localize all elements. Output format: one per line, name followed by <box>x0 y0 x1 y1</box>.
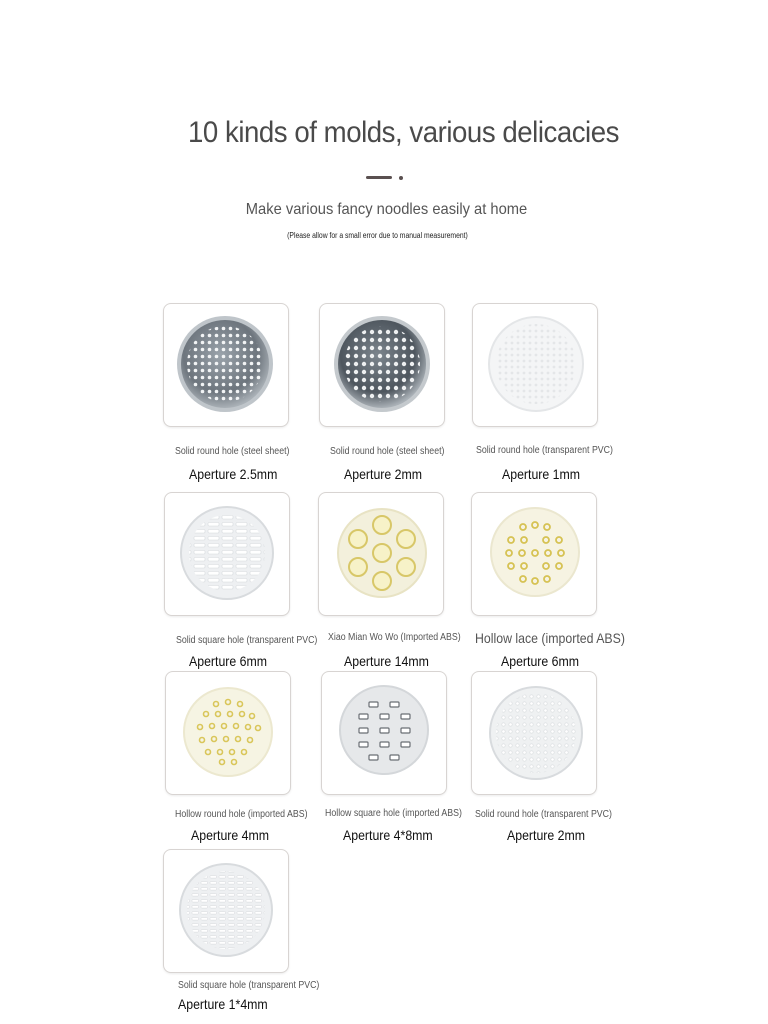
mold-card-7[interactable] <box>165 671 291 795</box>
yellow-ring-disc-icon <box>319 493 443 615</box>
mold-aperture: Aperture 2.5mm <box>189 466 278 482</box>
mold-card-4[interactable] <box>164 492 290 616</box>
mold-label: Hollow round hole (imported ABS) <box>175 809 308 820</box>
mold-card-1[interactable] <box>163 303 289 427</box>
mold-aperture: Aperture 4*8mm <box>343 827 433 843</box>
mold-aperture: Aperture 6mm <box>189 653 268 669</box>
mold-card-3[interactable] <box>472 303 598 427</box>
mold-label: Solid round hole (steel sheet) <box>330 446 445 457</box>
mold-card-9[interactable] <box>471 671 597 795</box>
mold-aperture: Aperture 14mm <box>344 653 429 669</box>
mold-label: Hollow lace (imported ABS) <box>475 630 625 646</box>
mold-label: Solid round hole (transparent PVC) <box>475 809 612 820</box>
mold-aperture: Aperture 1*4mm <box>178 996 268 1012</box>
clear-disc-icon <box>472 672 596 794</box>
mold-aperture: Aperture 6mm <box>501 653 580 669</box>
mold-aperture: Aperture 1mm <box>502 466 581 482</box>
measurement-note: (Please allow for a small error due to manual measurement) <box>287 231 468 240</box>
yellow-hollow-disc-icon <box>472 493 596 615</box>
steel-disc-icon <box>320 304 444 426</box>
page-subtitle: Make various fancy noodles easily at home <box>245 201 528 218</box>
clear-slot-disc-icon <box>164 850 288 972</box>
mold-label: Solid square hole (transparent PVC) <box>178 980 320 991</box>
grey-square-hole-disc-icon <box>322 672 446 794</box>
mold-label: Solid round hole (steel sheet) <box>175 446 290 457</box>
mold-label: Solid round hole (transparent PVC) <box>476 445 613 456</box>
steel-disc-icon <box>164 304 288 426</box>
mold-card-8[interactable] <box>321 671 447 795</box>
mold-label: Hollow square hole (imported ABS) <box>325 808 462 819</box>
mold-label: Xiao Mian Wo Wo (Imported ABS) <box>328 632 461 643</box>
page-title: 10 kinds of molds, various delicacies <box>188 116 619 149</box>
clear-slot-disc-icon <box>165 493 289 615</box>
mold-card-6[interactable] <box>471 492 597 616</box>
title-divider <box>366 176 392 179</box>
title-divider-dot <box>399 176 403 180</box>
mold-card-5[interactable] <box>318 492 444 616</box>
clear-disc-icon <box>473 304 597 426</box>
mold-aperture: Aperture 4mm <box>191 827 270 843</box>
mold-aperture: Aperture 2mm <box>344 466 423 482</box>
mold-card-2[interactable] <box>319 303 445 427</box>
yellow-round-hole-disc-icon <box>166 672 290 794</box>
mold-label: Solid square hole (transparent PVC) <box>176 635 318 646</box>
mold-aperture: Aperture 2mm <box>507 827 586 843</box>
mold-card-10[interactable] <box>163 849 289 973</box>
